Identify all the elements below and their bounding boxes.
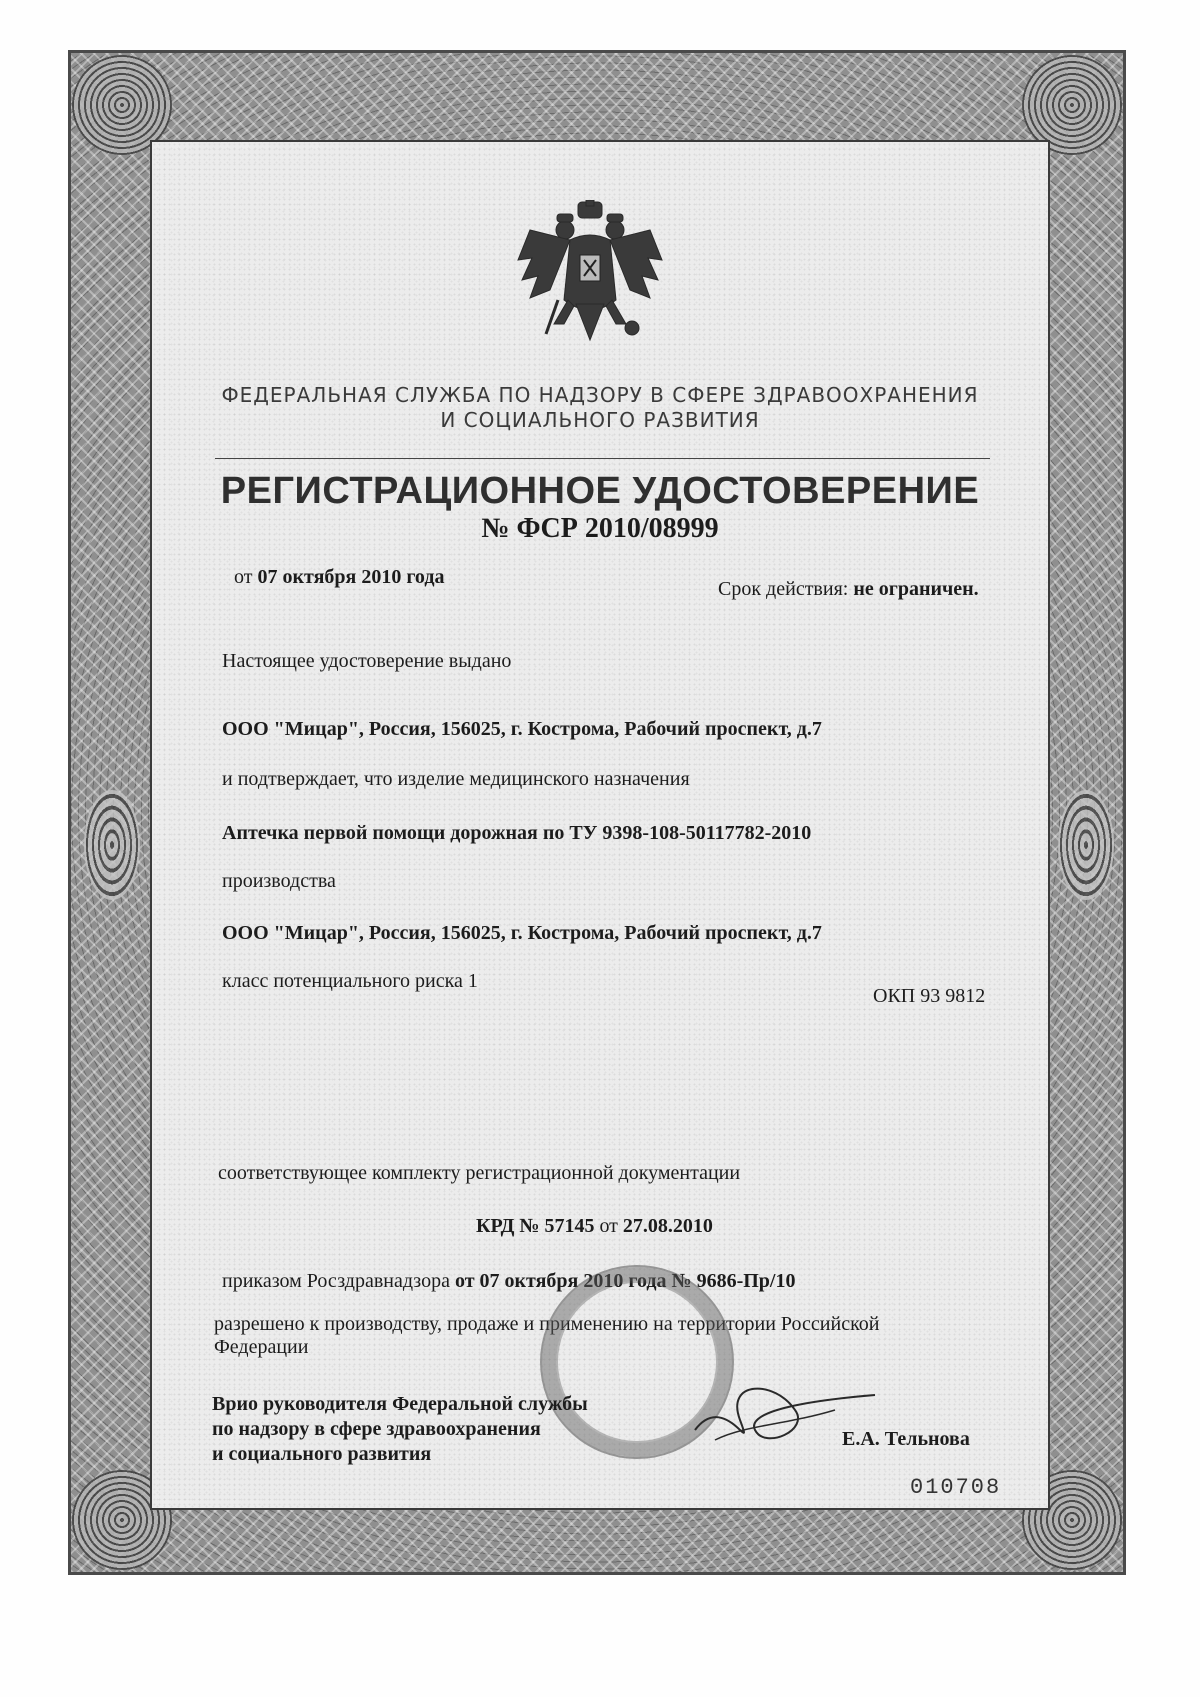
conforms-label: соответствующее комплекту регистрационной документации xyxy=(218,1162,741,1184)
issued-to: ООО "Мицар", Россия, 156025, г. Кострома, Рабочий проспект, д.7 xyxy=(222,718,822,740)
agency-name-line1: ФЕДЕРАЛЬНАЯ СЛУЖБА ПО НАДЗОРУ В СФЕРЕ ЗДРАВООХРАНЕНИЯ xyxy=(221,383,979,407)
validity-label: Срок действия: xyxy=(718,578,849,600)
issued-label: Настоящее удостоверение выдано xyxy=(222,650,512,672)
agency-name-line2: И СОЦИАЛЬНОГО РАЗВИТИЯ xyxy=(440,408,760,432)
manufacturer: ООО "Мицар", Россия, 156025, г. Кострома, Рабочий проспект, д.7 xyxy=(222,922,822,944)
issue-date-value: 07 октября 2010 года xyxy=(257,566,445,588)
krd-date: 27.08.2010 xyxy=(622,1215,713,1237)
frame-side-ornament xyxy=(84,790,140,900)
signatory-position-line3: и социального развития xyxy=(212,1443,432,1465)
issue-date xyxy=(234,566,444,589)
issue-date-prefix: от xyxy=(234,566,253,588)
confirms-label: и подтверждает, что изделие медицинского назначения xyxy=(222,768,690,790)
krd-number: КРД № 57145 xyxy=(476,1215,595,1237)
signatory-position-line1: Врио руководителя Федеральной службы xyxy=(212,1393,588,1415)
krd-from: от xyxy=(599,1215,618,1237)
order-reference xyxy=(222,1270,795,1293)
krd-reference xyxy=(476,1215,713,1238)
order-details: от 07 октября 2010 года № 9686-Пр/10 xyxy=(454,1270,796,1292)
order-prefix: приказом Росздравнадзора xyxy=(222,1270,450,1292)
validity xyxy=(718,578,979,601)
certificate-title: РЕГИСТРАЦИОННОЕ УДОСТОВЕРЕНИЕ xyxy=(220,470,980,512)
okp-code: ОКП 93 9812 xyxy=(873,985,986,1007)
permission-line2: Федерации xyxy=(214,1336,309,1358)
double-headed-eagle-icon xyxy=(510,200,670,350)
blank-serial-number: 010708 xyxy=(910,1475,1002,1500)
signatory-position-line2: по надзору в сфере здравоохранения xyxy=(212,1418,541,1440)
handwritten-signature xyxy=(685,1370,885,1470)
signatory-name: Е.А. Тельнова xyxy=(842,1428,970,1450)
manufacture-label: производства xyxy=(222,870,336,892)
product-name: Аптечка первой помощи дорожная по ТУ 9398-108-50117782-2010 xyxy=(222,822,812,844)
frame-side-ornament xyxy=(1058,790,1114,900)
certificate-number: № ФСР 2010/08999 xyxy=(481,513,719,544)
permission-line1: разрешено к производству, продаже и применению на территории Российской xyxy=(214,1313,880,1335)
validity-value: не ограничен. xyxy=(853,578,979,600)
risk-class: класс потенциального риска 1 xyxy=(222,970,478,992)
header-divider xyxy=(215,458,990,459)
